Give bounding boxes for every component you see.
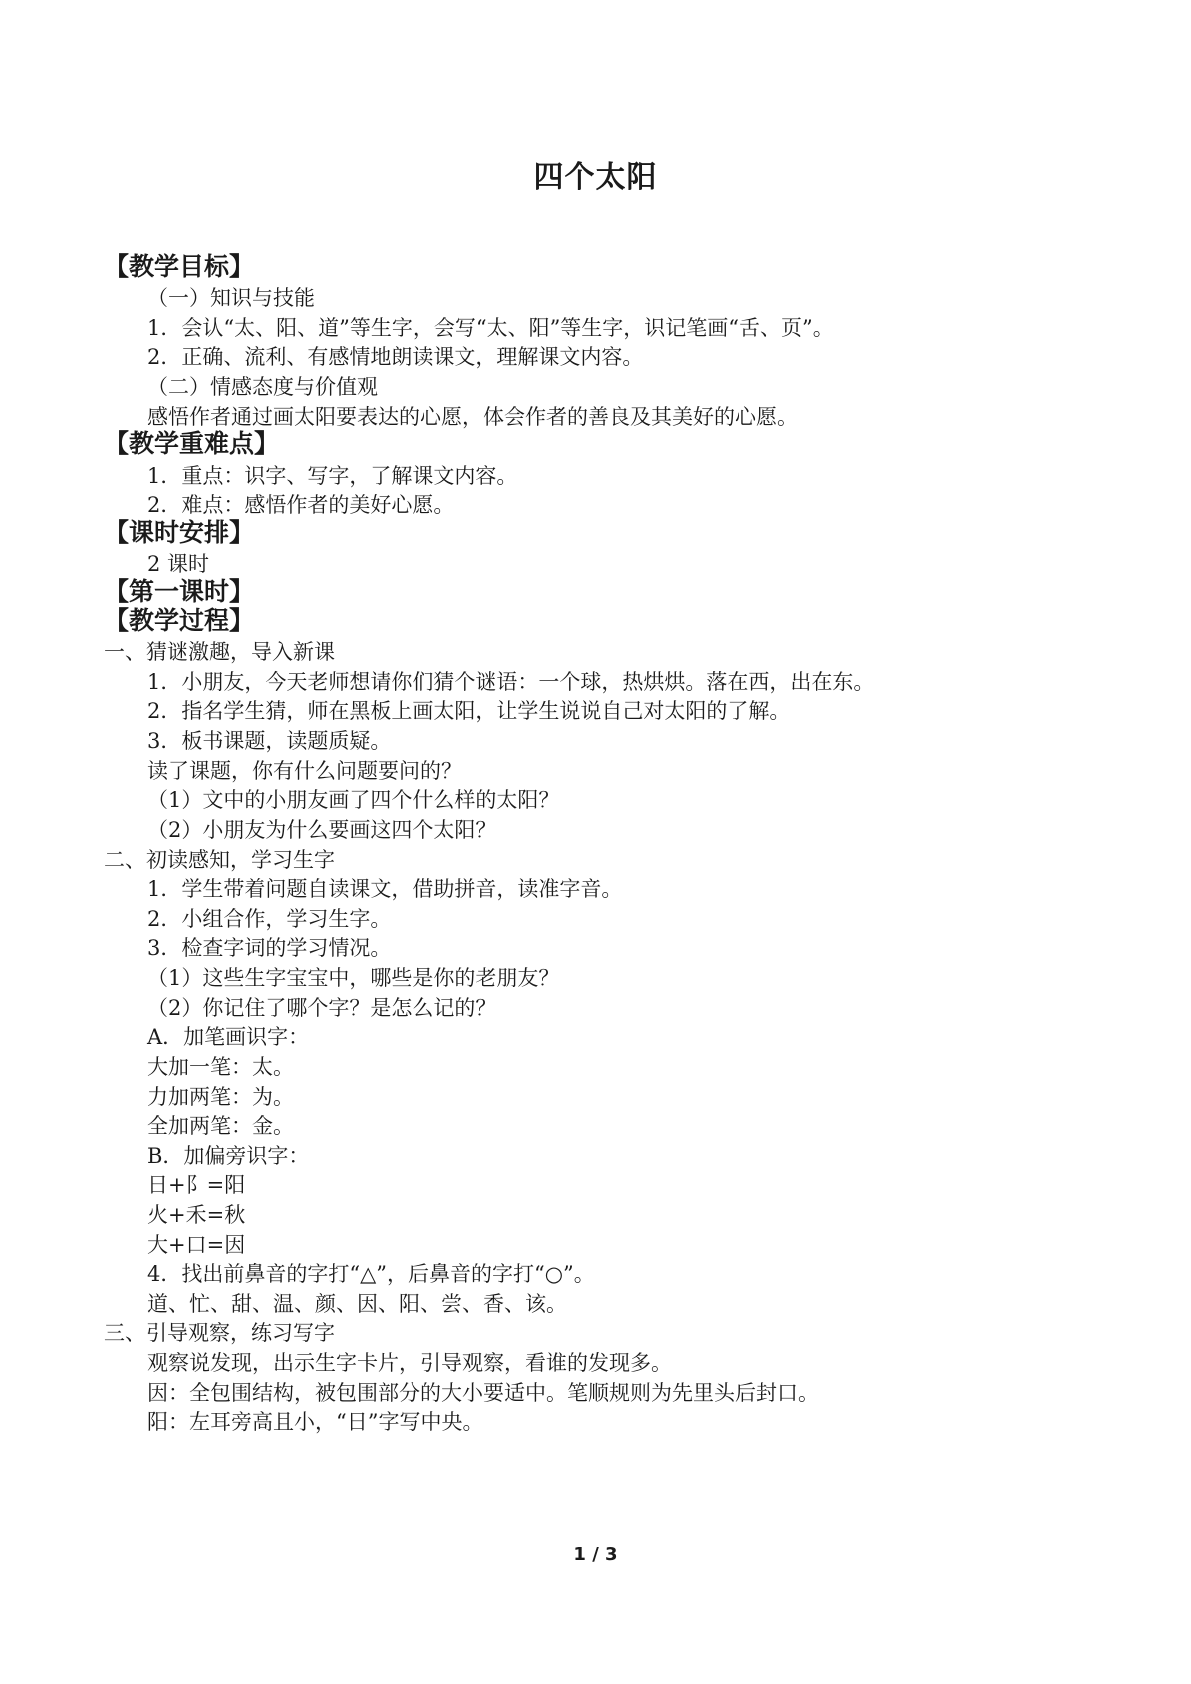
- goals-item-1: 1．会认“太、阳、道”等生字，会写“太、阳”等生字，识记笔画“舌、页”。: [147, 316, 834, 340]
- process-part-2-line: （2）你记住了哪个字？是怎么记的？: [147, 996, 497, 1020]
- process-part-1-title: 一、猜谜激趣，导入新课: [104, 640, 335, 664]
- process-part-3-line: 阳：左耳旁高且小，“日”字写中央。: [147, 1410, 484, 1434]
- page-number: 1 / 3: [573, 1544, 618, 1565]
- process-part-1-line: 3．板书课题，读题质疑。: [147, 729, 392, 753]
- goals-subheading-knowledge: （一）知识与技能: [147, 286, 315, 310]
- process-part-1-line: 1．小朋友，今天老师想请你们猜个谜语：一个球，热烘烘。落在西，出在东。: [147, 670, 875, 694]
- process-part-2-line: 4．找出前鼻音的字打“△”，后鼻音的字打“○”。: [147, 1262, 595, 1286]
- goals-item-2: 2．正确、流利、有感情地朗读课文，理解课文内容。: [147, 345, 644, 369]
- process-part-2-line: 全加两笔：金。: [147, 1114, 294, 1138]
- goals-subheading-emotion: （二）情感态度与价值观: [147, 375, 378, 399]
- schedule-text: 2 课时: [147, 552, 210, 576]
- section-heading-key-points: 【教学重难点】: [104, 429, 280, 458]
- key-point-2: 2．难点：感悟作者的美好心愿。: [147, 493, 455, 517]
- process-part-1-line: 读了课题，你有什么问题要问的？: [147, 759, 462, 783]
- process-part-1-line: 2．指名学生猜，师在黑板上画太阳，让学生说说自己对太阳的了解。: [147, 699, 791, 723]
- section-heading-goals: 【教学目标】: [104, 252, 255, 281]
- goals-emotion-text: 感悟作者通过画太阳要表达的心愿，体会作者的善良及其美好的心愿。: [147, 405, 798, 429]
- process-part-1-line: （1）文中的小朋友画了四个什么样的太阳？: [147, 788, 560, 812]
- section-heading-schedule: 【课时安排】: [104, 518, 255, 547]
- process-part-2-line: 大加一笔：太。: [147, 1055, 294, 1079]
- process-part-2-line: A．加笔画识字：: [147, 1025, 310, 1049]
- section-heading-first-lesson: 【第一课时】: [104, 577, 255, 606]
- process-part-2-line: 1．学生带着问题自读课文，借助拼音，读准字音。: [147, 877, 623, 901]
- process-part-2-line: （1）这些生字宝宝中，哪些是你的老朋友？: [147, 966, 560, 990]
- key-point-1: 1．重点：识字、写字，了解课文内容。: [147, 464, 518, 488]
- process-part-2-line: B．加偏旁识字：: [147, 1144, 310, 1168]
- process-part-2-line: 力加两笔：为。: [147, 1085, 294, 1109]
- process-part-2-line: 2．小组合作，学习生字。: [147, 907, 392, 931]
- process-part-2-line: 3．检查字词的学习情况。: [147, 936, 392, 960]
- process-part-1-line: （2）小朋友为什么要画这四个太阳？: [147, 818, 497, 842]
- section-heading-process: 【教学过程】: [104, 606, 255, 635]
- process-part-3-line: 观察说发现，出示生字卡片，引导观察，看谁的发现多。: [147, 1351, 672, 1375]
- process-part-2-line: 道、忙、甜、温、颜、因、阳、尝、香、该。: [147, 1292, 567, 1316]
- process-part-2-line: 大+口=因: [147, 1233, 246, 1257]
- process-part-2-title: 二、初读感知，学习生字: [104, 848, 335, 872]
- process-part-2-line: 火+禾=秋: [147, 1203, 246, 1227]
- document-title: 四个太阳: [533, 160, 658, 195]
- process-part-3-title: 三、引导观察，练习写字: [104, 1321, 335, 1345]
- process-part-3-line: 因：全包围结构，被包围部分的大小要适中。笔顺规则为先里头后封口。: [147, 1381, 819, 1405]
- process-part-2-line: 日+阝=阳: [147, 1173, 246, 1197]
